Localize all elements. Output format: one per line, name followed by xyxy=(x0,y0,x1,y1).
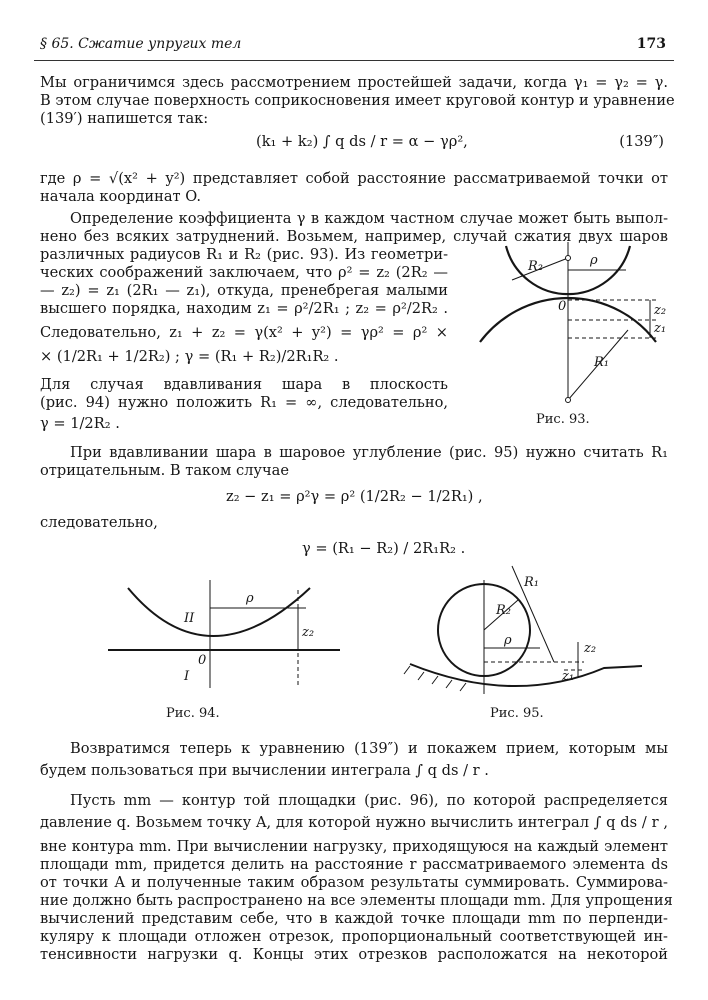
text-line: высшего порядка, находим z₁ = ρ²/2R₁ ; z₂ = ρ²/2R₂ . xyxy=(40,300,448,317)
figure-94-caption: Рис. 94. xyxy=(166,706,220,721)
label-z1: z₁ xyxy=(654,321,667,336)
label-rho: ρ xyxy=(590,253,598,268)
text-line: Для случая вдавливания шара в плоскость xyxy=(40,376,448,393)
text-line: ние должно быть распространено на все элементы площади mm. Для упрощения xyxy=(40,892,673,909)
cavity-arc xyxy=(410,664,642,686)
text-line: При вдавливании шара в шаровое углубление (рис. 95) нужно считать R₁ xyxy=(70,444,668,461)
header-rule xyxy=(34,60,674,61)
text-line: Мы ограничимся здесь рассмотрением простейшей задачи, когда γ₁ = γ₂ = γ. xyxy=(40,74,668,91)
text-line: следовательно, xyxy=(40,514,158,531)
text-line: (139′) напишется так: xyxy=(40,110,209,127)
text-line: куляру к площади отложен отрезок, пропорциональный соответствующей ин- xyxy=(40,928,668,945)
text-line: где ρ = √(x² + y²) представляет собой расстояние рассматриваемой точки от xyxy=(40,170,668,187)
text-line: Возвратимся теперь к уравнению (139″) и покажем прием, которым мы xyxy=(70,740,668,757)
text-line: В этом случае поверхность соприкосновения имеет круговой контур и уравнение xyxy=(40,92,675,109)
text-line: будем пользоваться при вычислении интеграла ∫ q ds / r . xyxy=(40,762,489,779)
equation-number: (139″) xyxy=(619,133,664,150)
text-line: различных радиусов R₁ и R₂ (рис. 93). Из геометри- xyxy=(40,246,448,263)
text-line: Пусть mm — контур той площадки (рис. 96), по которой распределяется xyxy=(70,792,668,809)
label-ii: II xyxy=(184,611,195,626)
figure-95-caption: Рис. 95. xyxy=(490,706,544,721)
text-line: от точки A и полученные таким образом результаты суммировать. Суммирова- xyxy=(40,874,668,891)
equation-139: (k₁ + k₂) ∫ q ds / r = α − γρ², xyxy=(256,133,468,150)
label-z1: z₁ xyxy=(562,669,575,684)
text-line: — z₂) = z₁ (2R₁ — z₁), откуда, пренебрегая малыми xyxy=(40,282,448,299)
equation-gamma: γ = (R₁ − R₂) / 2R₁R₂ . xyxy=(302,540,466,557)
label-r1: R₁ xyxy=(594,355,609,370)
label-rho: ρ xyxy=(504,633,512,648)
text-line: начала координат O. xyxy=(40,188,202,205)
text-line: давление q. Возьмем точку A, для которой нужно вычислить интеграл ∫ q ds / r , xyxy=(40,814,668,831)
text-line: (рис. 94) нужно положить R₁ = ∞, следовательно, xyxy=(40,394,448,411)
figure-93-caption: Рис. 93. xyxy=(536,412,590,427)
text-line: Определение коэффициента γ в каждом частном случае может быть выпол- xyxy=(70,210,668,227)
figure-93 xyxy=(478,240,678,410)
running-header: § 65. Сжатие упругих тел xyxy=(40,36,242,52)
text-line: отрицательным. В таком случае xyxy=(40,462,289,479)
text-line: вычислений представим себе, что в каждой точке площади mm по перпенди- xyxy=(40,910,668,927)
label-i: I xyxy=(184,669,190,684)
label-z2: z₂ xyxy=(302,625,315,640)
label-z2: z₂ xyxy=(654,303,667,318)
text-line: × (1/2R₁ + 1/2R₂) ; γ = (R₁ + R₂)/2R₁R₂ . xyxy=(40,348,339,365)
label-z2: z₂ xyxy=(584,641,597,656)
page-number: 173 xyxy=(636,36,666,52)
text-line: ческих соображений заключаем, что ρ² = z₂ (2R₂ — xyxy=(40,264,448,281)
text-line: γ = 1/2R₂ . xyxy=(40,415,120,432)
text-line: вне контура mm. При вычислении нагрузку, приходящуюся на каждый элемент xyxy=(40,838,668,855)
label-origin: 0 xyxy=(198,653,207,668)
label-origin: 0 xyxy=(558,299,567,314)
figure-94 xyxy=(108,580,348,690)
text-line: тенсивности нагрузки q. Концы этих отрезков расположатся на некоторой xyxy=(40,946,668,963)
text-line: Следовательно, z₁ + z₂ = γ(x² + y²) = γρ² = ρ² × xyxy=(40,324,448,341)
label-rho: ρ xyxy=(246,591,254,606)
label-r2: R₂ xyxy=(496,603,511,618)
sphere-arc xyxy=(128,588,310,636)
text-line: площади mm, придется делить на расстояние r рассматриваемого элемента ds xyxy=(40,856,668,873)
label-r1: R₁ xyxy=(524,575,539,590)
text-line: нено без всяких затруднений. Возьмем, например, случай сжатия двух шаров xyxy=(40,228,668,245)
label-r2: R₂ xyxy=(528,259,543,274)
figure-95 xyxy=(404,566,654,696)
equation-z: z₂ − z₁ = ρ²γ = ρ² (1/2R₂ − 1/2R₁) , xyxy=(226,488,483,505)
